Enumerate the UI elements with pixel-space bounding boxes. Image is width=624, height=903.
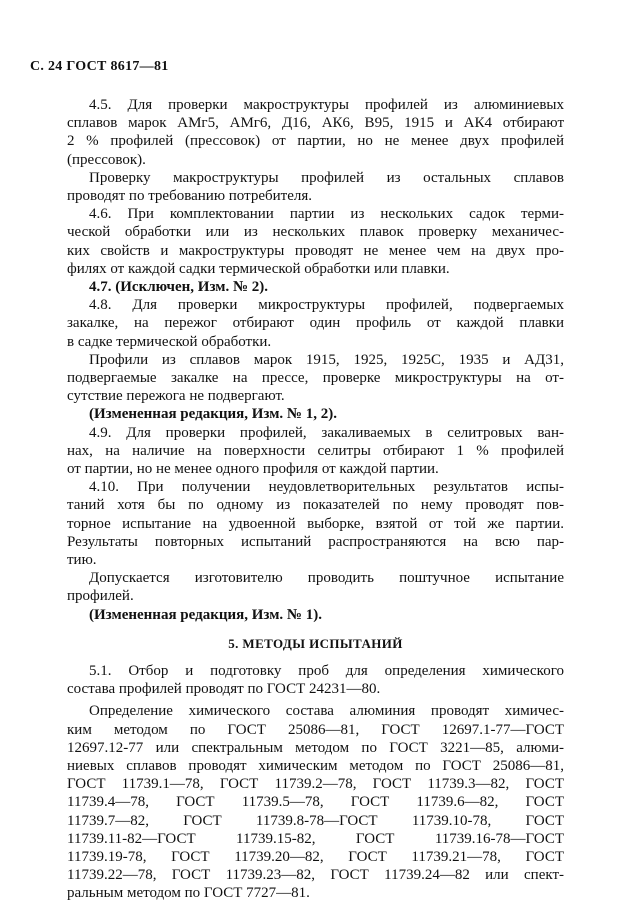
section-5-heading: 5. МЕТОДЫ ИСПЫТАНИЙ — [228, 635, 403, 651]
text-line: от партии, но не менее одного профиля от каждой партии. — [67, 461, 439, 478]
text-line: (Измененная редакция, Изм. № 1). — [89, 606, 323, 623]
page-column — [30, 58, 564, 903]
text-line: проводят по требованию потребителя. — [67, 188, 313, 205]
text-line: нах, на наличие на поверхности селитры отбирают 1 % профилей — [67, 442, 564, 459]
text-line: сутствие пережога не подвергают. — [67, 388, 285, 405]
paragraph — [67, 169, 564, 205]
text-line: 2 % профилей (прессовок) от партии, но не менее двух профилей — [67, 133, 564, 150]
text-line: 4.7. (Исключен, Изм. № 2). — [89, 279, 269, 296]
paragraph — [67, 478, 564, 569]
text-line: 4.9. Для проверки профилей, закаливаемых в селитровых ван- — [89, 424, 564, 441]
text-line: профилей. — [67, 588, 134, 605]
text-line: Проверку макроструктуры профилей из остальных сплавов — [89, 169, 564, 186]
paragraph — [67, 278, 564, 296]
text-line: 11739.4—78, ГОСТ 11739.5—78, ГОСТ 11739.6—82, ГОСТ — [67, 794, 564, 811]
text-line: (Измененная редакция, Изм. № 1, 2). — [89, 406, 338, 423]
page-header: С. 24 ГОСТ 8617—81 — [30, 59, 169, 74]
paragraph — [67, 569, 564, 605]
paragraph — [67, 702, 564, 902]
text-line: закалке, на пережог отбирают один профиль от каждой плавки — [67, 315, 564, 332]
text-line: 11739.7—82, ГОСТ 11739.8-78—ГОСТ 11739.10-78, ГОСТ — [67, 812, 564, 829]
text-line: сплавов марок АМг5, АМг6, Д16, АК6, В95, 1915 и АК4 отбирают — [67, 115, 564, 132]
text-line: ких свойств и макроструктуры проводят не менее чем на двух про- — [67, 242, 564, 259]
text-line: 11739.11-82—ГОСТ 11739.15-82, ГОСТ 11739.16-78—ГОСТ — [67, 830, 564, 847]
text-line: тию. — [67, 552, 97, 569]
text-line: 4.10. При получении неудовлетворительных результатов испы- — [89, 479, 564, 496]
text-line: ральным методом по ГОСТ 7727—81. — [67, 885, 310, 902]
text-line: 5.1. Отбор и подготовку проб для определения химического — [89, 662, 564, 679]
text-line: ГОСТ 11739.1—78, ГОСТ 11739.2—78, ГОСТ 11739.3—82, ГОСТ — [67, 776, 564, 793]
section-4-body — [67, 96, 564, 624]
text-line: ниевых сплавов проводят химическим методом по ГОСТ 25086—81, — [67, 757, 564, 774]
paragraph — [67, 424, 564, 479]
text-line: 11739.22—78, ГОСТ 11739.23—82, ГОСТ 11739.24—82 или спект- — [67, 867, 564, 884]
text-line: Профили из сплавов марок 1915, 1925, 1925С, 1935 и АД31, — [89, 351, 564, 368]
paragraph — [67, 606, 564, 624]
text-line: торное испытание на удвоенной выборке, взятой от той же партии. — [67, 515, 564, 532]
text-line: подвергаемые закалке на прессе, проверке микроструктуры на от- — [67, 370, 564, 387]
text-line: 4.5. Для проверки макроструктуры профилей из алюминиевых — [89, 97, 564, 113]
text-line: в садке термической обработки. — [67, 333, 272, 350]
paragraph — [67, 662, 564, 698]
text-line: состава профилей проводят по ГОСТ 24231—80. — [67, 681, 381, 698]
text-line: 4.6. При комплектовании партии из нескольких садок терми- — [89, 206, 564, 223]
paragraph — [67, 205, 564, 278]
text-line: Определение химического состава алюминия проводят химичес- — [89, 703, 564, 720]
text-line: филях от каждой садки термической обработки или плавки. — [67, 260, 450, 277]
text-line: 11739.19-78, ГОСТ 11739.20—82, ГОСТ 11739.21—78, ГОСТ — [67, 848, 564, 865]
paragraph — [67, 351, 564, 406]
text-line: ким методом по ГОСТ 25086—81, ГОСТ 12697.1-77—ГОСТ — [67, 721, 564, 738]
text-line: 4.8. Для проверки микроструктуры профилей, подвергаемых — [89, 297, 564, 314]
text-line: 12697.12-77 или спектральным методом по ГОСТ 3221—85, алюми- — [67, 739, 564, 756]
paragraph — [67, 296, 564, 351]
section-5-body — [67, 662, 564, 903]
text-line: Допускается изготовителю проводить поштучное испытание — [89, 570, 564, 587]
text-line: (прессовок). — [67, 151, 146, 168]
text-line: таний хотя бы по одному из показателей по нему проводят пов- — [67, 497, 564, 514]
text-line: ческой обработки или из нескольких плавок проверку механичес- — [67, 224, 564, 241]
paragraph — [67, 96, 564, 169]
paragraph — [67, 405, 564, 423]
text-line: Результаты повторных испытаний распространяются на всю пар- — [67, 533, 564, 550]
